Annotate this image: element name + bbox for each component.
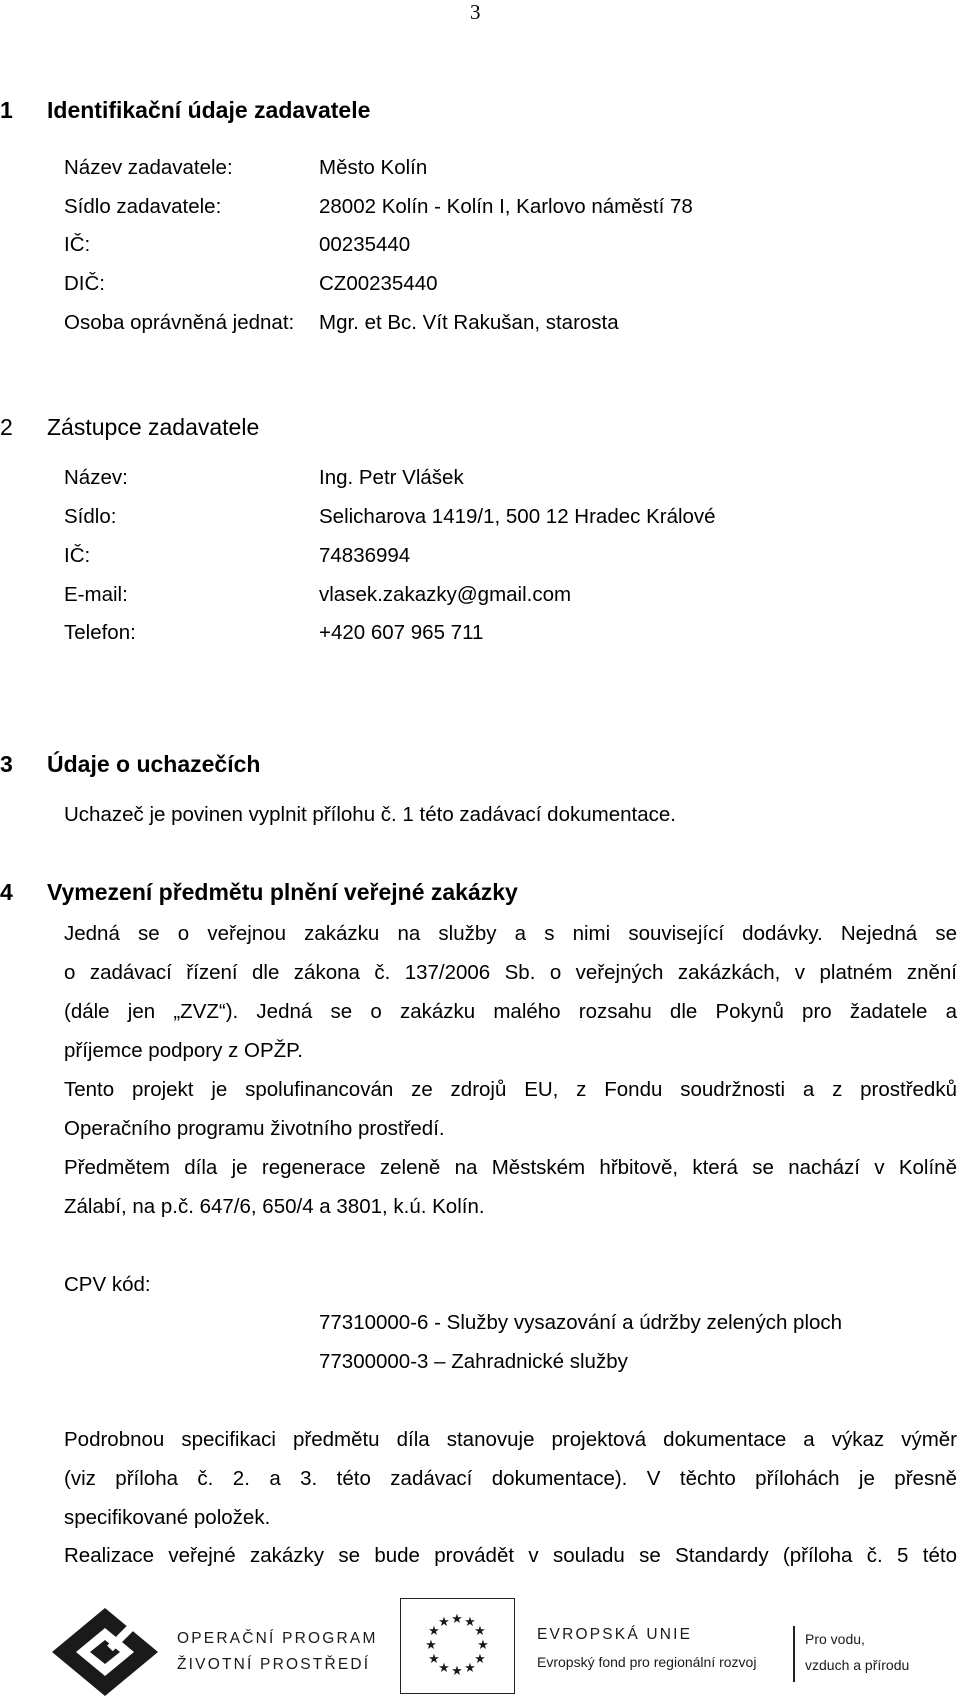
paragraph-line: příjemce podpory z OPŽP.	[64, 1039, 303, 1062]
field-value: CZ00235440	[319, 272, 438, 295]
section-3-title: Údaje o uchazečích	[47, 751, 261, 777]
paragraph-line: Podrobnou specifikaci předmětu díla stanovuje projektová dokumentace a výkaz výměr	[64, 1428, 957, 1451]
opzp-line-2: ŽIVOTNÍ PROSTŘEDÍ	[177, 1656, 371, 1673]
paragraph-line: o zadávací řízení dle zákona č. 137/2006 Sb. o veřejných zakázkách, v platném znění	[64, 961, 957, 984]
svg-text:★: ★	[464, 1661, 476, 1676]
field-label: DIČ:	[64, 272, 105, 295]
section-2-number: 2	[0, 414, 13, 440]
field-label: Osoba oprávněná jednat:	[64, 311, 295, 334]
field-label: IČ:	[64, 233, 91, 256]
footer-divider	[793, 1626, 795, 1682]
cpv-item: 77300000-3 – Zahradnické služby	[319, 1350, 628, 1373]
field-value: Selicharova 1419/1, 500 12 Hradec Králové	[319, 505, 716, 528]
field-value: Ing. Petr Vlášek	[319, 466, 464, 489]
paragraph-subject	[64, 1148, 957, 1226]
svg-text:★: ★	[451, 1612, 463, 1627]
field-value: Mgr. et Bc. Vít Rakušan, starosta	[319, 311, 619, 334]
page-number: 3	[470, 0, 481, 24]
field-label: E-mail:	[64, 583, 128, 606]
svg-text:★: ★	[438, 1661, 450, 1676]
opzp-logo-icon	[50, 1606, 160, 1703]
paragraph-specification	[64, 1420, 957, 1537]
svg-text:★: ★	[428, 1624, 440, 1639]
svg-text:★: ★	[438, 1615, 450, 1630]
field-label: Název:	[64, 466, 128, 489]
opzp-logo-text	[177, 1626, 378, 1678]
section-4-number: 4	[0, 879, 13, 905]
slogan	[805, 1626, 909, 1678]
footer-logos	[0, 1598, 960, 1699]
svg-text:★: ★	[474, 1624, 486, 1639]
svg-text:★: ★	[464, 1615, 476, 1630]
svg-text:★: ★	[477, 1638, 489, 1653]
paragraph-line: Operačního programu životního prostředí.	[64, 1117, 445, 1140]
paragraph-line: Realizace veřejné zakázky se bude provádět v souladu se Standardy (příloha č. 5 této	[64, 1544, 957, 1567]
paragraph-contract-type	[64, 914, 957, 1070]
section-2-title: Zástupce zadavatele	[47, 414, 260, 440]
paragraph-line: specifikované položek.	[64, 1506, 271, 1529]
paragraph-line: Předmětem díla je regenerace zeleně na Městském hřbitově, která se nachází v Kolíně	[64, 1156, 957, 1179]
eu-flag	[400, 1598, 515, 1694]
field-label: Název zadavatele:	[64, 156, 233, 179]
paragraph-line: (dále jen „ZVZ“). Jedná se o zakázku malého rozsahu dle Pokynů pro žadatele a	[64, 1000, 957, 1023]
field-value: 00235440	[319, 233, 411, 256]
section-1-title: Identifikační údaje zadavatele	[47, 97, 371, 123]
cpv-label: CPV kód:	[64, 1273, 151, 1296]
field-label: IČ:	[64, 544, 91, 567]
paragraph-line: Tento projekt je spolufinancován ze zdrojů EU, z Fondu soudržnosti a z prostředků	[64, 1078, 957, 1101]
slogan-line-2: vzduch a přírodu	[805, 1657, 910, 1673]
paragraph-funding	[64, 1070, 957, 1148]
paragraph-line: (viz příloha č. 2. a 3. této zadávací dokumentace). V těchto přílohách je přesně	[64, 1467, 957, 1490]
paragraph-line: Zálabí, na p.č. 647/6, 650/4 a 3801, k.ú. Kolín.	[64, 1195, 485, 1218]
opzp-line-1: OPERAČNÍ PROGRAM	[177, 1630, 378, 1647]
field-label: Telefon:	[64, 621, 136, 644]
paragraph-line: Jedná se o veřejnou zakázku na služby a s nimi související dodávky. Nejedná se	[64, 922, 957, 945]
svg-text:★: ★	[474, 1652, 486, 1667]
section-4-title: Vymezení předmětu plnění veřejné zakázky	[47, 879, 518, 905]
eu-title: EVROPSKÁ UNIE	[537, 1626, 693, 1643]
cpv-item: 77310000-6 - Služby vysazování a údržby zelených ploch	[319, 1311, 843, 1334]
svg-text:★: ★	[425, 1638, 437, 1653]
section-3-text: Uchazeč je povinen vyplnit přílohu č. 1 této zadávací dokumentace.	[64, 803, 676, 826]
field-value: +420 607 965 711	[319, 621, 484, 644]
eu-flag-stars-icon	[401, 1599, 513, 1692]
field-value: vlasek.zakazky@gmail.com	[319, 583, 572, 606]
field-label: Sídlo:	[64, 505, 117, 528]
slogan-line-1: Pro vodu,	[805, 1631, 865, 1647]
svg-text:★: ★	[428, 1652, 440, 1667]
field-value: Město Kolín	[319, 156, 428, 179]
field-value: 74836994	[319, 544, 411, 567]
paragraph-realization	[64, 1536, 957, 1575]
section-3-number: 3	[0, 751, 13, 777]
field-label: Sídlo zadavatele:	[64, 195, 222, 218]
field-value: 28002 Kolín - Kolín I, Karlovo náměstí 78	[319, 195, 693, 218]
section-1-number: 1	[0, 97, 13, 123]
svg-text:★: ★	[451, 1664, 463, 1679]
eu-fund: Evropský fond pro regionální rozvoj	[537, 1654, 757, 1670]
